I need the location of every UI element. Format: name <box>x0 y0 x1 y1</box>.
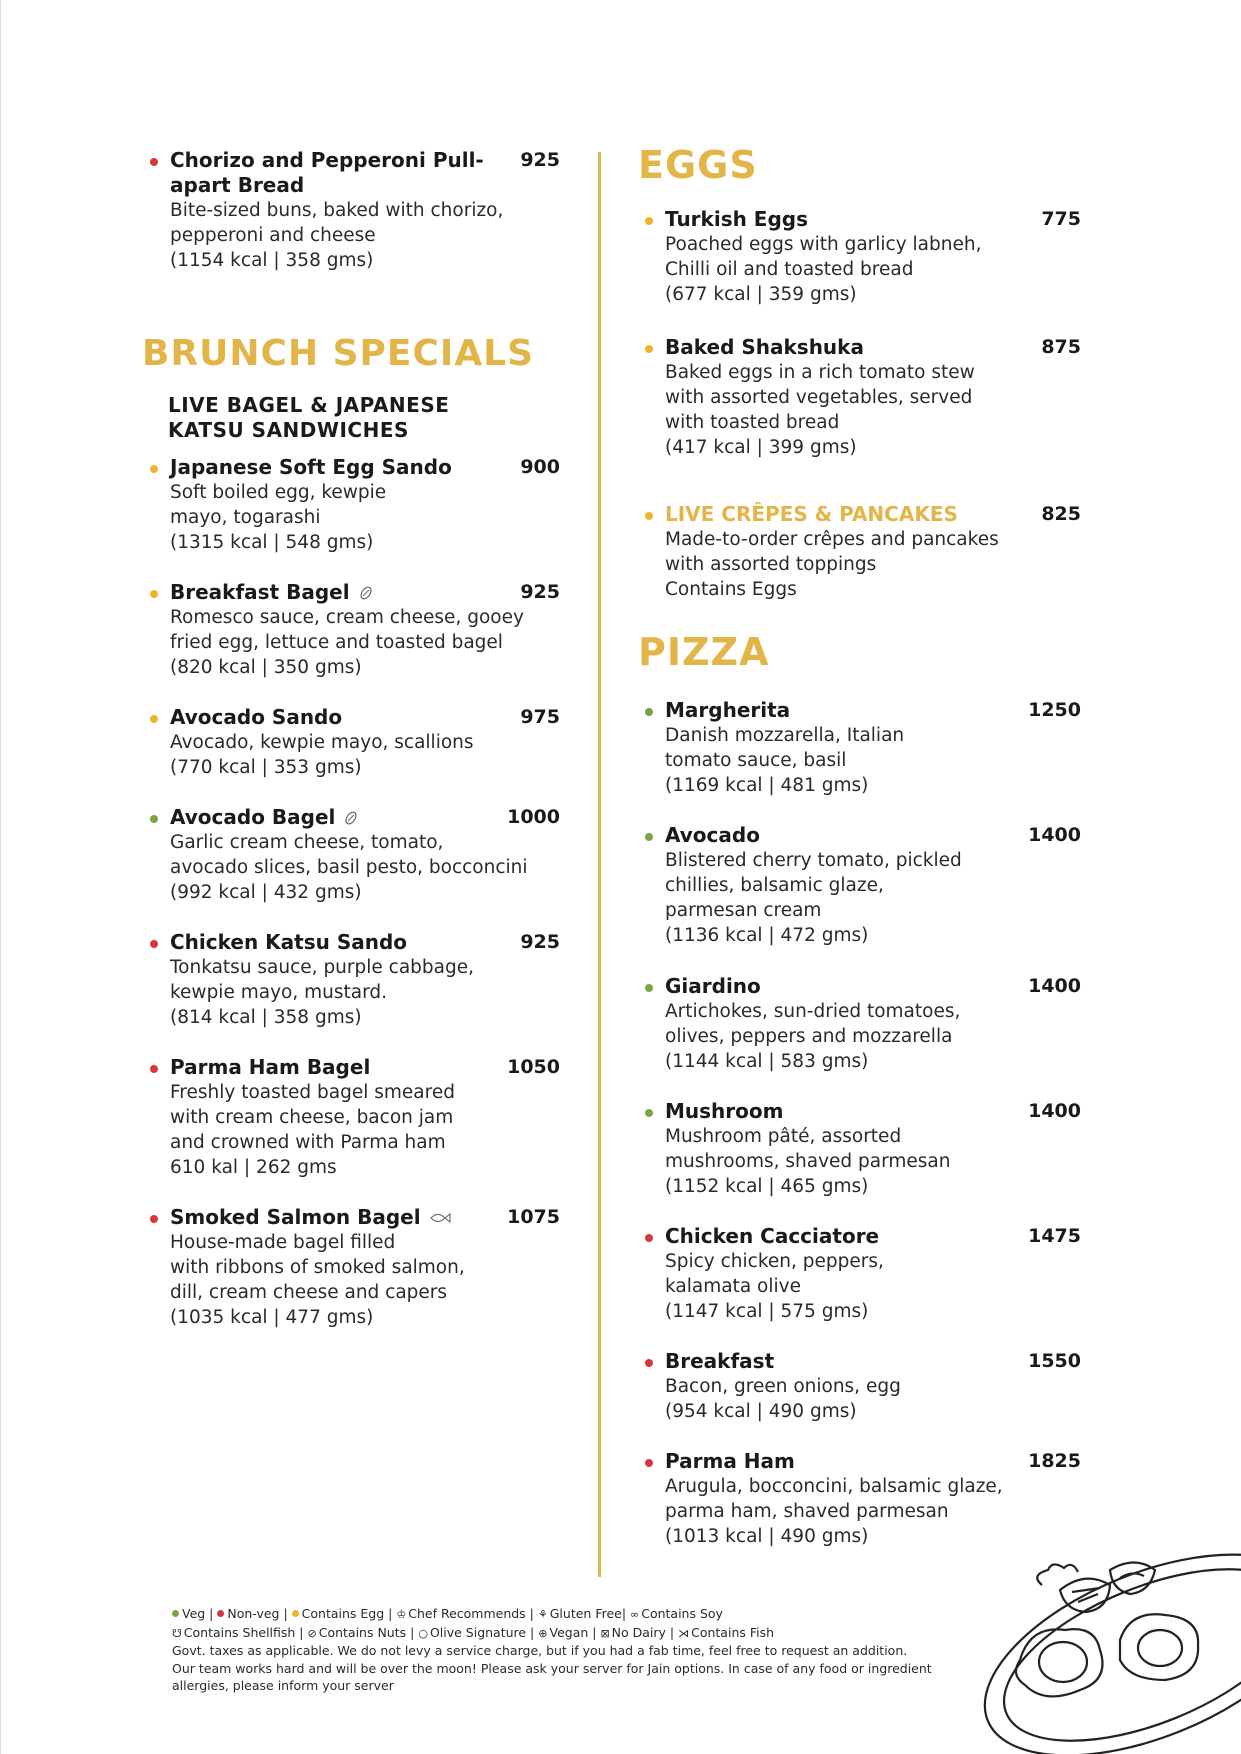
item-description: Arugula, bocconcini, balsamic glaze, parma ham, shaved parmesan (1013 kcal | 490 gms) <box>665 1476 1003 1547</box>
item-description: Avocado, kewpie mayo, scallions (770 kcal | 353 gms) <box>170 732 474 778</box>
veg-dot-icon <box>645 984 653 992</box>
nonveg-dot-icon <box>645 1459 653 1467</box>
item-name: Giardino <box>665 974 761 998</box>
item-description: Danish mozzarella, Italian tomato sauce, basil (1169 kcal | 481 gms) <box>665 725 905 796</box>
egg-dot-icon <box>645 512 653 520</box>
item-name: Parma Ham <box>665 1449 795 1473</box>
item-price: 775 <box>1041 208 1081 230</box>
section-heading-brunch-specials: BRUNCH SPECIALS <box>142 333 535 374</box>
menu-item-pizza-giardino <box>645 974 1085 1084</box>
menu-item-live-crepes-pancakes <box>645 502 1085 612</box>
legend-soy: Contains Soy <box>641 1606 723 1621</box>
menu-item-breakfast-bagel <box>150 580 560 690</box>
nonveg-dot-icon <box>150 158 158 166</box>
nuts-icon: ⊘ <box>307 1626 317 1640</box>
item-name: Chorizo and Pepperoni Pull-apart Bread <box>170 148 484 197</box>
nonveg-dot-icon <box>150 1065 158 1073</box>
item-name: Turkish Eggs <box>665 207 809 231</box>
item-name: Avocado <box>665 823 760 847</box>
item-name: Chicken Katsu Sando <box>170 930 408 954</box>
menu-item-pizza-breakfast <box>645 1349 1085 1434</box>
item-description: Bite-sized buns, baked with chorizo, pepperoni and cheese (1154 kcal | 358 gms) <box>170 200 504 271</box>
item-price: 1400 <box>1028 824 1081 846</box>
item-name-text: Smoked Salmon Bagel <box>170 1205 421 1229</box>
item-name-text: Breakfast Bagel <box>170 580 350 604</box>
egg-dot-icon <box>150 465 158 473</box>
menu-item-smoked-salmon-bagel <box>150 1205 560 1340</box>
shellfish-icon: ☋ <box>172 1626 182 1640</box>
no-dairy-icon: ⊠ <box>600 1626 610 1640</box>
item-description: Artichokes, sun-dried tomatoes, olives, peppers and mozzarella (1144 kcal | 583 gms) <box>665 1001 961 1072</box>
menu-item-avocado-sando <box>150 705 560 790</box>
legend-egg: Contains Egg | <box>301 1606 393 1621</box>
item-price: 900 <box>520 456 560 478</box>
item-description: Bacon, green onions, egg (954 kcal | 490 gms) <box>665 1376 901 1422</box>
legend-line-1 <box>172 1605 932 1624</box>
item-name: Margherita <box>665 698 791 722</box>
item-description: Spicy chicken, peppers, kalamata olive (1147 kcal | 575 gms) <box>665 1251 884 1322</box>
item-name <box>170 805 500 830</box>
item-price: 1550 <box>1028 1350 1081 1372</box>
menu-item-japanese-soft-egg-sando <box>150 455 560 565</box>
item-price: 975 <box>520 706 560 728</box>
egg-dot-icon <box>645 345 653 353</box>
veg-dot-icon <box>645 1109 653 1117</box>
chef-hat-icon: ♔ <box>396 1608 407 1621</box>
veg-dot-icon <box>645 708 653 716</box>
item-price: 925 <box>520 581 560 603</box>
menu-item-pizza-chicken-cacciatore <box>645 1224 1085 1334</box>
egg-dot-icon <box>292 1610 299 1617</box>
item-name: Avocado Sando <box>170 705 343 729</box>
nonveg-dot-icon <box>150 1215 158 1223</box>
menu-item-chicken-katsu-sando <box>150 930 560 1040</box>
item-description: Freshly toasted bagel smeared with cream cheese, bacon jam and crowned with Parma ham 610 kal | 262 gms <box>170 1082 455 1178</box>
fish-icon: ⋊ <box>678 1626 690 1640</box>
menu-item-pizza-mushroom <box>645 1099 1085 1209</box>
item-name: Breakfast <box>665 1349 775 1373</box>
legend-veg: Veg | <box>182 1606 214 1621</box>
soy-icon: ∞ <box>630 1608 640 1621</box>
item-name: Parma Ham Bagel <box>170 1055 371 1079</box>
legend-vegan: Vegan | <box>549 1624 597 1640</box>
item-name: Mushroom <box>665 1099 784 1123</box>
item-name <box>170 1205 500 1230</box>
menu-item-baked-shakshuka <box>645 335 1085 470</box>
egg-dot-icon <box>645 217 653 225</box>
contains-nuts-icon <box>358 585 374 601</box>
item-description: Soft boiled egg, kewpie mayo, togarashi (1315 kcal | 548 gms) <box>170 482 387 553</box>
item-description: Mushroom pâté, assorted mushrooms, shaved parmesan (1152 kcal | 465 gms) <box>665 1126 951 1197</box>
vegan-leaf-icon: ⊕ <box>538 1626 548 1640</box>
item-price: 1075 <box>507 1206 560 1228</box>
item-price: 925 <box>520 149 560 171</box>
contains-nuts-icon <box>343 810 359 826</box>
item-description: Baked eggs in a rich tomato stew with assorted vegetables, served with toasted bread (417 kcal | 399 gms) <box>665 362 975 458</box>
footer-note: Govt. taxes as applicable. We do not levy a service charge, but if you had a fab time, feel free to request an addition. Our team works hard and will be over the moon! Please ask your server for Jain options. In case of any food or ingredient allergies, please inform your server <box>172 1643 932 1693</box>
menu-item-chorizo-bread <box>150 148 560 278</box>
item-description: Blistered cherry tomato, pickled chillies, balsamic glaze, parmesan cream (1136 kcal | 472 gms) <box>665 850 962 946</box>
item-price: 1000 <box>507 806 560 828</box>
menu-item-avocado-bagel <box>150 805 560 915</box>
item-description: Poached eggs with garlicy labneh, Chilli oil and toasted bread (677 kcal | 359 gms) <box>665 234 982 305</box>
menu-item-turkish-eggs <box>645 207 1085 317</box>
menu-item-pizza-avocado <box>645 823 1085 958</box>
legend-nonveg: Non-veg | <box>227 1606 288 1621</box>
legend-fish: Contains Fish <box>691 1624 775 1640</box>
menu-item-pizza-margherita <box>645 698 1085 808</box>
veg-dot-icon <box>150 815 158 823</box>
section-heading-eggs: EGGS <box>638 143 758 187</box>
nonveg-dot-icon <box>645 1359 653 1367</box>
item-price: 1825 <box>1028 1450 1081 1472</box>
item-description: Garlic cream cheese, tomato, avocado slices, basil pesto, bocconcini (992 kcal | 432 gms) <box>170 832 528 903</box>
section-heading-pizza: PIZZA <box>638 630 770 674</box>
contains-fish-icon <box>429 1210 451 1226</box>
footer-legend <box>172 1605 932 1695</box>
item-description: Tonkatsu sauce, purple cabbage, kewpie mayo, mustard. (814 kcal | 358 gms) <box>170 957 474 1028</box>
item-name: LIVE CRÊPES & PANCAKES <box>665 502 958 526</box>
item-description: Made-to-order crêpes and pancakes with assorted toppings Contains Eggs <box>665 529 999 600</box>
egg-dot-icon <box>150 715 158 723</box>
legend-olive: Olive Signature | <box>429 1624 535 1640</box>
legend-line-2 <box>172 1624 932 1643</box>
item-price: 875 <box>1041 336 1081 358</box>
item-price: 1475 <box>1028 1225 1081 1247</box>
veg-dot-icon <box>645 833 653 841</box>
egg-plate-illustration <box>960 1530 1241 1754</box>
legend-dairy: No Dairy | <box>611 1624 675 1640</box>
menu-item-parma-ham-bagel <box>150 1055 560 1190</box>
item-description: Romesco sauce, cream cheese, gooey fried egg, lettuce and toasted bagel (820 kcal | 350 gms) <box>170 607 524 678</box>
subsection-heading-bagel-katsu: LIVE BAGEL & JAPANESE KATSU SANDWICHES <box>168 393 450 442</box>
item-price: 925 <box>520 931 560 953</box>
egg-dot-icon <box>150 590 158 598</box>
item-name <box>170 580 500 605</box>
wheat-icon: ⚘ <box>537 1608 548 1621</box>
legend-shellfish: Contains Shellfish | <box>183 1624 304 1640</box>
item-price: 825 <box>1041 503 1081 525</box>
item-name: Japanese Soft Egg Sando <box>170 455 452 479</box>
left-column <box>0 0 600 1600</box>
nonveg-dot-icon <box>217 1610 224 1617</box>
olive-icon: ○ <box>418 1626 428 1640</box>
legend-nuts: Contains Nuts | <box>318 1624 415 1640</box>
legend-gluten: Gluten Free| <box>549 1606 627 1621</box>
item-name: Baked Shakshuka <box>665 335 864 359</box>
legend-chef: Chef Recommends | <box>408 1606 534 1621</box>
veg-dot-icon <box>172 1610 179 1617</box>
item-price: 1050 <box>507 1056 560 1078</box>
item-description: House-made bagel filled with ribbons of smoked salmon, dill, cream cheese and capers (1035 kcal | 477 gms) <box>170 1232 465 1328</box>
item-name: Chicken Cacciatore <box>665 1224 880 1248</box>
item-price: 1250 <box>1028 699 1081 721</box>
item-price: 1400 <box>1028 1100 1081 1122</box>
nonveg-dot-icon <box>150 940 158 948</box>
item-name-text: Avocado Bagel <box>170 805 336 829</box>
nonveg-dot-icon <box>645 1234 653 1242</box>
item-price: 1400 <box>1028 975 1081 997</box>
